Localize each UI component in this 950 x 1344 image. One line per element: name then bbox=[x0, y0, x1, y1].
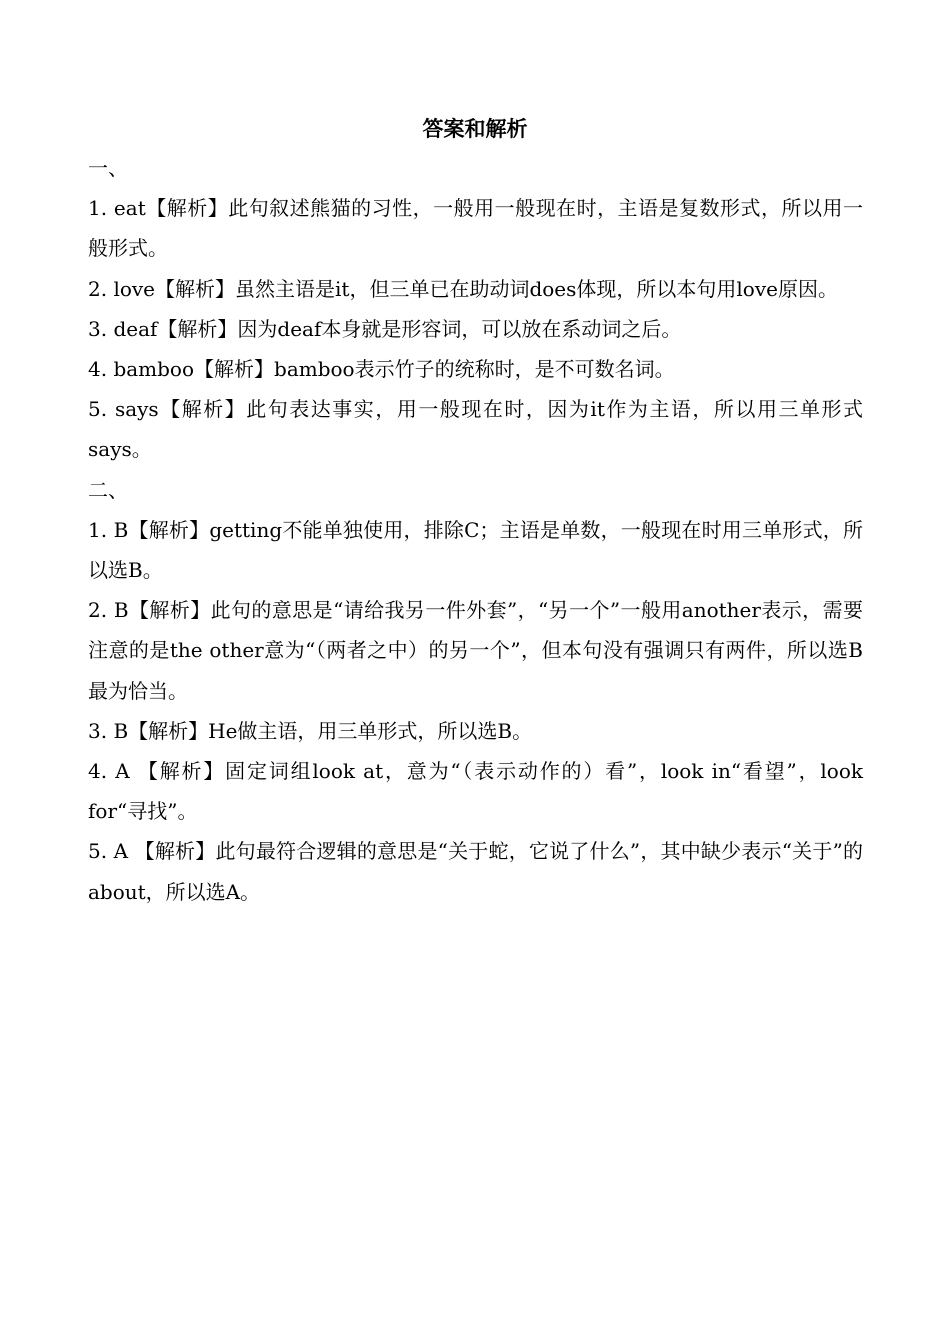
answer-item: 3. deaf【解析】因为deaf本身就是形容词，可以放在系动词之后。 bbox=[88, 316, 682, 341]
answer-item: 2. B【解析】此句的意思是“请给我另一件外套”，“另一个”一般用another表示，需要注意的是the other意为“（两者之中）的另一个”，但本句没有强调只有两件，所以选B最为恰当。 bbox=[88, 598, 863, 703]
answer-item: 1. eat【解析】此句叙述熊猫的习性，一般用一般现在时，主语是复数形式，所以用一般形式。 bbox=[88, 196, 863, 261]
answer-item: 4. bamboo【解析】bamboo表示竹子的统称时，是不可数名词。 bbox=[88, 357, 675, 382]
answer-item: 2. love【解析】虽然主语是it，但三单已在助动词does体现，所以本句用love原因。 bbox=[88, 276, 838, 301]
answer-item: 1. B【解析】getting不能单独使用，排除C；主语是单数，一般现在时用三单形式，所以选B。 bbox=[88, 517, 863, 583]
section-heading: 一、 bbox=[88, 156, 128, 180]
answer-item: 4. A 【解析】固定词组look at，意为“（表示动作的）看”，look in“看望”，look for“寻找”。 bbox=[88, 759, 863, 824]
document-body bbox=[88, 148, 863, 912]
section-two bbox=[88, 470, 863, 912]
answer-item: 3. B【解析】He做主语，用三单形式，所以选B。 bbox=[88, 718, 533, 743]
answer-item: 5. A 【解析】此句最符合逻辑的意思是“关于蛇，它说了什么”，其中缺少表示“关于”的about，所以选A。 bbox=[88, 839, 863, 904]
section-one bbox=[88, 148, 863, 470]
answer-item: 5. says【解析】此句表达事实，用一般现在时，因为it作为主语，所以用三单形式says。 bbox=[88, 397, 863, 462]
section-heading: 二、 bbox=[88, 477, 128, 502]
document-title: 答案和解析 bbox=[422, 116, 528, 141]
